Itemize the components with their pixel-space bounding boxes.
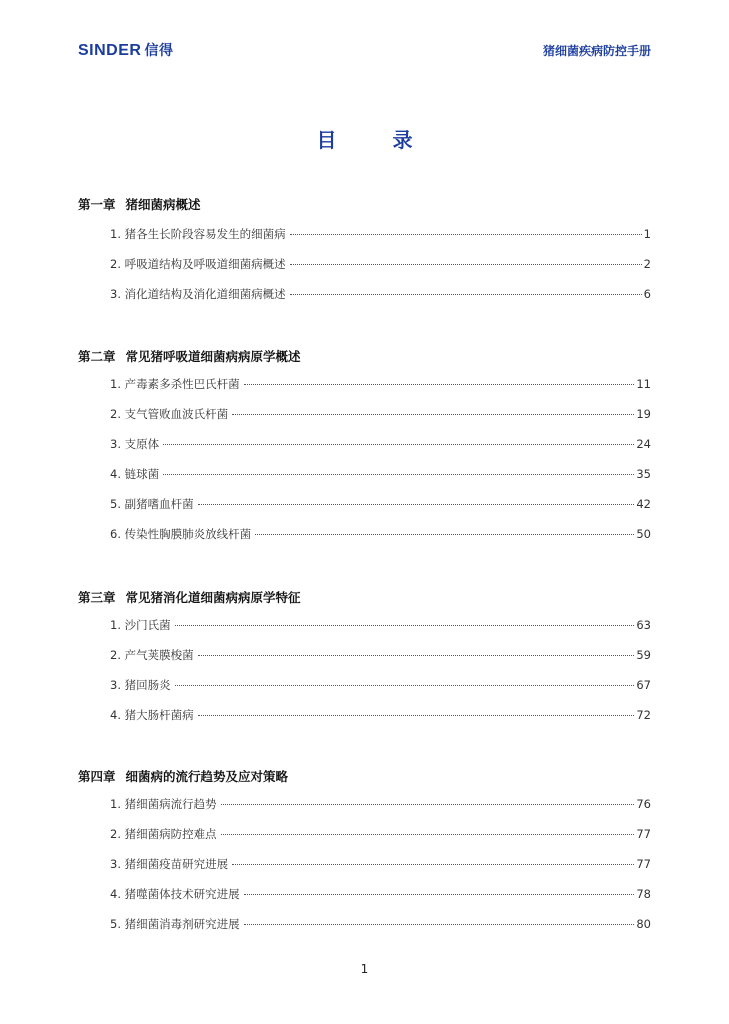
toc-entry-page: 11 xyxy=(636,377,651,391)
toc-entry-page: 6 xyxy=(643,287,651,301)
toc-entry-page: 67 xyxy=(636,678,651,692)
dot-leader xyxy=(244,893,635,895)
logo-text-cn: 信得 xyxy=(144,43,174,59)
toc-entry-page: 1 xyxy=(643,227,651,241)
toc-entry-label: 1. 产毒素多杀性巴氏杆菌 xyxy=(110,377,240,391)
toc-entry-page: 80 xyxy=(636,917,651,931)
toc-entry-page: 42 xyxy=(636,497,651,511)
toc-entry-page: 59 xyxy=(636,648,651,662)
chapter-1-heading xyxy=(78,195,201,213)
toc-entry-page: 78 xyxy=(636,887,651,901)
toc-entry[interactable] xyxy=(110,707,651,725)
toc-entry-label: 3. 消化道结构及消化道细菌病概述 xyxy=(110,287,286,301)
dot-leader xyxy=(163,473,634,475)
toc-entry[interactable] xyxy=(110,526,651,544)
dot-leader xyxy=(175,684,635,686)
dot-leader xyxy=(232,863,634,865)
dot-leader xyxy=(244,383,635,385)
dot-leader xyxy=(244,923,635,925)
toc-entry-label: 1. 猪细菌病流行趋势 xyxy=(110,797,217,811)
toc-entry-label: 3. 猪回肠炎 xyxy=(110,678,171,692)
toc-entry[interactable] xyxy=(110,226,651,244)
toc-entry-label: 5. 副猪嗜血杆菌 xyxy=(110,497,194,511)
dot-leader xyxy=(232,413,634,415)
manual-title: 猪细菌疾病防控手册 xyxy=(542,44,651,58)
toc-entry-label: 4. 猪大肠杆菌病 xyxy=(110,708,194,722)
toc-entry-label: 5. 猪细菌消毒剂研究进展 xyxy=(110,917,240,931)
dot-leader xyxy=(221,833,635,835)
toc-entry-label: 1. 沙门氏菌 xyxy=(110,618,171,632)
toc-entry-page: 63 xyxy=(636,618,651,632)
toc-entry-label: 3. 猪细菌疫苗研究进展 xyxy=(110,857,229,871)
chapter-4-heading xyxy=(78,767,288,785)
toc-entry[interactable] xyxy=(110,286,651,304)
toc-entry[interactable] xyxy=(110,647,651,665)
toc-entry[interactable] xyxy=(110,496,651,514)
toc-entry-label: 2. 猪细菌病防控难点 xyxy=(110,827,217,841)
chapter-title: 猪细菌病概述 xyxy=(125,197,201,212)
toc-entry[interactable] xyxy=(110,617,651,635)
toc-entry-label: 2. 支气管败血波氏杆菌 xyxy=(110,407,229,421)
chapter-number: 第三章 xyxy=(78,590,116,605)
logo-text-en: SINDER xyxy=(78,42,142,59)
chapter-number: 第二章 xyxy=(78,349,116,364)
dot-leader xyxy=(198,654,635,656)
toc-heading-right: 录 xyxy=(392,128,413,152)
toc-entry-label: 2. 产气荚膜梭菌 xyxy=(110,648,194,662)
chapter-title: 细菌病的流行趋势及应对策略 xyxy=(125,769,289,784)
toc-entry[interactable] xyxy=(110,376,651,394)
dot-leader xyxy=(175,624,635,626)
toc-entry[interactable] xyxy=(110,826,651,844)
toc-entry-page: 76 xyxy=(636,797,651,811)
page-number: 1 xyxy=(360,962,369,976)
chapter-title: 常见猪消化道细菌病病原学特征 xyxy=(125,590,301,605)
toc-entry-page: 77 xyxy=(636,857,651,871)
sinder-logo xyxy=(78,40,173,60)
toc-entry-page: 24 xyxy=(636,437,651,451)
chapter-number: 第四章 xyxy=(78,769,116,784)
toc-entry[interactable] xyxy=(110,466,651,484)
dot-leader xyxy=(221,803,635,805)
dot-leader xyxy=(163,443,634,445)
toc-entry-label: 2. 呼吸道结构及呼吸道细菌病概述 xyxy=(110,257,286,271)
toc-entry-page: 2 xyxy=(643,257,651,271)
toc-entry-label: 1. 猪各生长阶段容易发生的细菌病 xyxy=(110,227,286,241)
toc-entry-page: 19 xyxy=(636,407,651,421)
toc-entry-label: 4. 链球菌 xyxy=(110,467,160,481)
toc-entry[interactable] xyxy=(110,916,651,934)
toc-entry[interactable] xyxy=(110,796,651,814)
dot-leader xyxy=(198,503,635,505)
toc-heading-left: 目 xyxy=(316,128,337,152)
toc-entry[interactable] xyxy=(110,436,651,454)
chapter-number: 第一章 xyxy=(78,197,116,212)
toc-entry-page: 50 xyxy=(636,527,651,541)
chapter-2-heading xyxy=(78,347,301,365)
toc-entry[interactable] xyxy=(110,886,651,904)
toc-entry-page: 72 xyxy=(636,708,651,722)
dot-leader xyxy=(290,263,642,265)
toc-entry-label: 6. 传染性胸膜肺炎放线杆菌 xyxy=(110,527,252,541)
toc-entry[interactable] xyxy=(110,406,651,424)
dot-leader xyxy=(255,533,634,535)
dot-leader xyxy=(290,233,642,235)
page-header xyxy=(78,40,651,62)
toc-heading xyxy=(0,124,729,153)
dot-leader xyxy=(198,714,635,716)
toc-entry[interactable] xyxy=(110,856,651,874)
toc-entry[interactable] xyxy=(110,677,651,695)
chapter-title: 常见猪呼吸道细菌病病原学概述 xyxy=(125,349,301,364)
dot-leader xyxy=(290,293,642,295)
toc-entry-label: 3. 支原体 xyxy=(110,437,160,451)
toc-entry[interactable] xyxy=(110,256,651,274)
toc-entry-page: 77 xyxy=(636,827,651,841)
toc-entry-page: 35 xyxy=(636,467,651,481)
chapter-3-heading xyxy=(78,588,301,606)
toc-entry-label: 4. 猪噬菌体技术研究进展 xyxy=(110,887,240,901)
